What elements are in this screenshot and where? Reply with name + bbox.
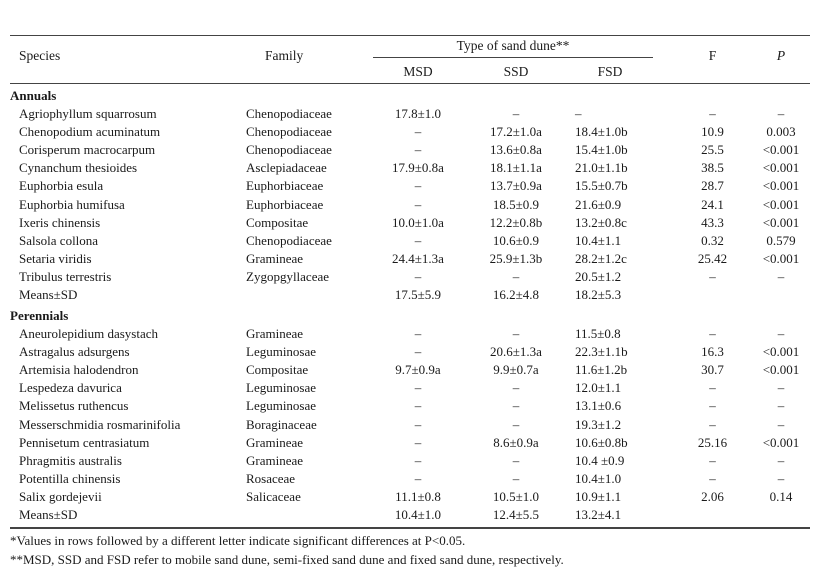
cell-p: 0.14 [769, 488, 793, 504]
cell-species: Artemisia halodendron [19, 362, 139, 378]
cell-f: 0.32 [701, 232, 724, 248]
cell-ssd: 10.5±1.0 [492, 488, 540, 504]
cell-msd: – [414, 398, 422, 414]
means-label: Means±SD [19, 287, 78, 302]
cell-ssd: – [512, 106, 520, 121]
footnote-abbreviations: **MSD, SSD and FSD refer to mobile sand dune, semi-fixed sand dune and fixed sand dune, respectively. [10, 552, 564, 567]
cell-species: Aneurolepidium dasystach [19, 326, 158, 341]
cell-species: Phragmitis australis [19, 452, 122, 468]
cell-msd: 17.8±1.0 [394, 106, 442, 121]
cell-ssd: 25.9±1.3b [489, 250, 543, 266]
table-top-rule [10, 35, 810, 36]
cell-p: – [777, 470, 785, 486]
cell-ssd: – [512, 398, 520, 414]
cell-msd: – [414, 178, 422, 194]
cell-msd: – [414, 124, 422, 140]
footnote-significance: *Values in rows followed by a different letter indicate significant differences at P<0.05. [10, 533, 466, 548]
cell-fsd: 21.0±1.1b [575, 160, 628, 176]
cell-msd: – [414, 344, 422, 360]
cell-f: 10.9 [701, 124, 724, 140]
cell-f: 28.7 [701, 178, 724, 194]
cell-f: 25.42 [697, 250, 728, 266]
means-label: Means±SD [19, 507, 78, 522]
cell-fsd: 21.6±0.9 [575, 196, 622, 212]
cell-family: Asclepiadaceae [246, 160, 327, 176]
cell-f: – [709, 452, 716, 468]
means-fsd: 18.2±5.3 [575, 287, 622, 302]
cell-ssd: 13.6±0.8a [490, 142, 542, 158]
cell-p: – [777, 380, 785, 396]
cell-species: Astragalus adsurgens [19, 344, 130, 360]
cell-msd: – [414, 434, 422, 450]
cell-f: 25.5 [701, 142, 724, 158]
header-ssd: SSD [503, 64, 529, 79]
cell-f: – [709, 416, 716, 432]
cell-f: – [709, 106, 716, 121]
cell-species: Pennisetum centrasiatum [19, 434, 150, 450]
cell-p: <0.001 [762, 142, 800, 158]
header-f: F [708, 48, 717, 63]
cell-f: 24.1 [701, 196, 724, 212]
cell-ssd: 18.1±1.1a [490, 160, 542, 176]
cell-p: – [777, 416, 785, 432]
cell-ssd: 10.6±0.9 [492, 232, 540, 248]
cell-fsd: 18.4±1.0b [575, 124, 628, 140]
cell-msd: 17.9±0.8a [392, 160, 444, 176]
cell-family: Chenopodiaceae [246, 142, 332, 158]
cell-fsd: 10.9±1.1 [575, 488, 622, 504]
cell-species: Tribulus terrestris [19, 268, 112, 284]
cell-family: Leguminosae [246, 344, 317, 360]
cell-ssd: 17.2±1.0a [490, 124, 542, 140]
cell-ssd: 8.6±0.9a [493, 434, 539, 450]
cell-species: Euphorbia humifusa [19, 196, 125, 212]
cell-ssd: 13.7±0.9a [490, 178, 542, 194]
cell-fsd: 10.6±0.8b [575, 434, 628, 450]
cell-fsd: 22.3±1.1b [575, 344, 628, 360]
means-msd: 10.4±1.0 [394, 507, 442, 522]
header-species: Species [19, 48, 61, 63]
cell-family: Compositae [246, 214, 309, 230]
cell-ssd: 9.9±0.7a [493, 362, 539, 378]
cell-family: Chenopodiaceae [246, 106, 332, 121]
cell-p: – [777, 398, 785, 414]
cell-p: – [777, 268, 785, 284]
cell-family: Gramineae [246, 452, 304, 468]
cell-family: Chenopodiaceae [246, 232, 332, 248]
cell-fsd: 11.5±0.8 [575, 326, 621, 341]
cell-msd: – [414, 232, 422, 248]
cell-family: Compositae [246, 362, 309, 378]
cell-fsd: 19.3±1.2 [575, 416, 622, 432]
cell-fsd: – [575, 106, 582, 121]
cell-p: – [777, 326, 785, 341]
cell-f: 38.5 [701, 160, 724, 176]
cell-family: Boraginaceae [246, 416, 317, 432]
cell-f: 16.3 [701, 344, 724, 360]
section-title-perennials: Perennials [10, 308, 69, 323]
cell-family: Salicaceae [246, 488, 301, 504]
cell-family: Leguminosae [246, 380, 317, 396]
cell-family: Gramineae [246, 250, 304, 266]
header-family: Family [265, 48, 304, 63]
cell-f: – [709, 268, 716, 284]
cell-family: Gramineae [246, 434, 304, 450]
cell-p: <0.001 [762, 362, 800, 378]
cell-msd: – [414, 142, 422, 158]
cell-family: Zygopgyllaceae [246, 268, 330, 284]
cell-species: Potentilla chinensis [19, 470, 121, 486]
cell-ssd: 12.2±0.8b [489, 214, 543, 230]
means-ssd: 16.2±4.8 [492, 287, 540, 302]
cell-fsd: 15.5±0.7b [575, 178, 628, 194]
section-title-annuals: Annuals [10, 88, 57, 103]
cell-family: Rosaceae [246, 470, 296, 486]
cell-msd: – [414, 470, 422, 486]
means-ssd: 12.4±5.5 [492, 507, 540, 522]
cell-p: 0.579 [766, 232, 796, 248]
cell-p: 0.003 [766, 124, 796, 140]
cell-p: <0.001 [762, 214, 800, 230]
cell-f: – [709, 470, 716, 486]
cell-fsd: 11.6±1.2b [575, 362, 628, 378]
cell-species: Lespedeza davurica [19, 380, 122, 396]
cell-f: 25.16 [697, 434, 728, 450]
cell-p: <0.001 [762, 250, 800, 266]
cell-species: Euphorbia esula [19, 178, 104, 194]
header-fsd: FSD [597, 64, 623, 79]
cell-fsd: 10.4±1.0 [575, 470, 622, 486]
cell-species: Melissetus ruthencus [19, 398, 129, 414]
cell-msd: 24.4±1.3a [392, 250, 444, 266]
cell-msd: 11.1±0.8 [395, 488, 441, 504]
header-group-rule [373, 57, 653, 58]
cell-f: – [709, 380, 716, 396]
cell-fsd: 10.4 ±0.9 [575, 452, 625, 468]
cell-family: Euphorbiaceae [246, 178, 324, 194]
cell-species: Salsola collona [19, 232, 99, 248]
cell-family: Leguminosae [246, 398, 317, 414]
cell-fsd: 13.2±0.8c [575, 214, 627, 230]
header-msd: MSD [403, 64, 433, 79]
cell-species: Setaria viridis [19, 250, 92, 266]
table-bottom-rule [10, 527, 810, 529]
cell-ssd: 20.6±1.3a [490, 344, 542, 360]
cell-species: Messerschmidia rosmarinifolia [19, 416, 181, 432]
cell-species: Cynanchum thesioides [19, 160, 138, 176]
cell-ssd: 18.5±0.9 [492, 196, 540, 212]
cell-species: Corisperum macrocarpum [19, 142, 156, 158]
cell-msd: – [414, 326, 422, 341]
cell-f: 43.3 [701, 214, 724, 230]
cell-species: Salix gordejevii [19, 488, 102, 504]
cell-family: Chenopodiaceae [246, 124, 332, 140]
header-sand-dune-group: Type of sand dune** [456, 38, 570, 53]
cell-fsd: 10.4±1.1 [575, 232, 622, 248]
cell-ssd: – [512, 268, 520, 284]
cell-p: – [777, 106, 785, 121]
cell-ssd: – [512, 380, 520, 396]
cell-species: Chenopodium acuminatum [19, 124, 161, 140]
cell-p: <0.001 [762, 434, 800, 450]
cell-fsd: 15.4±1.0b [575, 142, 628, 158]
cell-p: <0.001 [762, 160, 800, 176]
cell-p: <0.001 [762, 196, 800, 212]
cell-species: Ixeris chinensis [19, 214, 101, 230]
cell-f: 30.7 [701, 362, 724, 378]
cell-fsd: 13.1±0.6 [575, 398, 622, 414]
cell-msd: 10.0±1.0a [392, 214, 444, 230]
cell-p: <0.001 [762, 344, 800, 360]
means-fsd: 13.2±4.1 [575, 507, 622, 522]
means-msd: 17.5±5.9 [394, 287, 442, 302]
cell-p: – [777, 452, 785, 468]
header-p: P [776, 48, 786, 63]
cell-msd: 9.7±0.9a [395, 362, 441, 378]
cell-msd: – [414, 452, 422, 468]
cell-family: Gramineae [246, 326, 304, 341]
cell-ssd: – [512, 470, 520, 486]
cell-ssd: – [512, 326, 520, 341]
cell-ssd: – [512, 452, 520, 468]
cell-f: – [709, 326, 716, 341]
cell-fsd: 28.2±1.2c [575, 250, 627, 266]
cell-msd: – [414, 196, 422, 212]
cell-fsd: 12.0±1.1 [575, 380, 622, 396]
cell-ssd: – [512, 416, 520, 432]
cell-p: <0.001 [762, 178, 800, 194]
cell-fsd: 20.5±1.2 [575, 268, 622, 284]
cell-msd: – [414, 268, 422, 284]
cell-f: – [709, 398, 716, 414]
cell-family: Euphorbiaceae [246, 196, 324, 212]
cell-species: Agriophyllum squarrosum [19, 106, 157, 121]
cell-msd: – [414, 380, 422, 396]
cell-f: 2.06 [701, 488, 724, 504]
cell-msd: – [414, 416, 422, 432]
header-bottom-rule [10, 83, 810, 84]
